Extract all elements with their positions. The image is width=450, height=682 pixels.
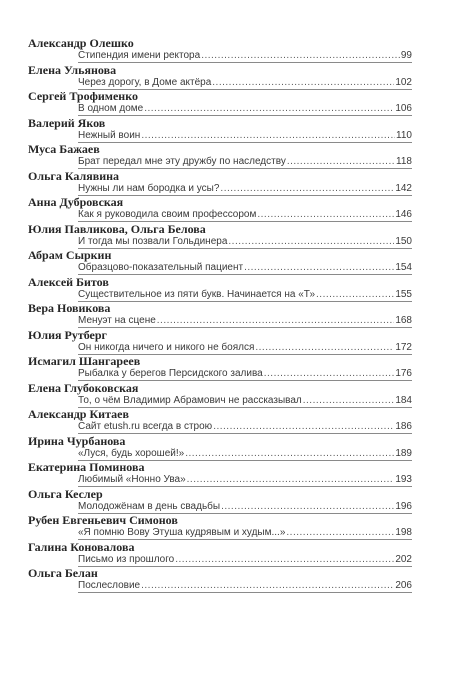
toc-entry — [28, 36, 412, 63]
toc-entry — [28, 63, 412, 90]
entry-title-row — [78, 289, 412, 302]
entry-page-number: 172 — [395, 341, 412, 353]
entry-title: Письмо из прошлого — [78, 553, 175, 565]
entry-author: Ольга Белан — [28, 566, 98, 580]
entry-author: Ольга Калявина — [28, 168, 120, 183]
entry-page-number: 102 — [395, 76, 412, 88]
entry-author: Александр Китаев — [28, 407, 129, 421]
entry-page-number: 142 — [395, 182, 412, 194]
entry-author: Юлия Павликова, Ольга Белова — [28, 221, 206, 236]
entry-title: Образцово-показательный пациент — [78, 262, 244, 273]
entry-title: «Я помню Вову Этуша кудрявым и худым...» — [78, 527, 286, 538]
entry-title: Послесловие — [78, 580, 141, 591]
dot-leader — [228, 236, 394, 248]
entry-title: Сайт etush.ru всегда в строю — [78, 421, 213, 432]
entry-title: Через дорогу, в Доме актёра — [78, 76, 212, 88]
dot-leader — [144, 103, 394, 115]
toc-entry — [28, 434, 412, 461]
toc-entry — [28, 248, 412, 275]
dot-leader — [187, 474, 395, 486]
toc-entry — [28, 354, 412, 381]
entry-page-number: 99 — [400, 50, 412, 61]
toc-entry — [28, 195, 412, 222]
entry-author: Юлия Рутберг — [28, 327, 108, 342]
toc-entry — [28, 301, 412, 328]
entry-title-row — [78, 130, 412, 143]
entry-title: Рыбалка у берегов Персидского залива — [78, 368, 263, 379]
entry-title-row — [78, 342, 412, 355]
entry-author: Елена Глубоковская — [28, 380, 139, 395]
toc-entry — [28, 89, 412, 116]
entry-page-number: 198 — [395, 527, 412, 538]
entry-page-number: 206 — [395, 580, 412, 591]
dot-leader — [287, 156, 395, 168]
entry-page-number: 189 — [395, 447, 412, 459]
entry-author: Елена Ульянова — [28, 62, 117, 77]
entry-author: Александр Олешко — [28, 36, 134, 50]
table-of-contents — [28, 36, 412, 593]
entry-title-row — [78, 501, 412, 514]
dot-leader — [175, 554, 394, 566]
dot-leader — [255, 342, 394, 354]
entry-title: Стипендия имени ректора — [78, 50, 201, 61]
entry-page-number: 146 — [395, 209, 412, 220]
entry-title: Нежный воин — [78, 129, 141, 141]
entry-page-number: 176 — [395, 368, 412, 379]
toc-entry — [28, 407, 412, 434]
entry-page-number: 196 — [395, 500, 412, 512]
dot-leader — [316, 289, 394, 301]
dot-leader — [244, 262, 394, 274]
entry-title-row — [78, 554, 412, 567]
dot-leader — [185, 448, 394, 460]
toc-entry — [28, 328, 412, 355]
entry-title-row — [78, 474, 412, 487]
entry-title: Существительное из пяти букв. Начинается на «Т» — [78, 288, 316, 300]
entry-title: В одном доме — [78, 103, 144, 114]
entry-page-number: 155 — [395, 288, 412, 300]
entry-page-number: 168 — [395, 315, 412, 326]
entry-title: Менуэт на сцене — [78, 315, 156, 326]
entry-author: Ольга Кеслер — [28, 486, 103, 501]
dot-leader — [141, 130, 395, 142]
toc-entry — [28, 566, 412, 593]
entry-author: Вера Новикова — [28, 301, 111, 315]
dot-leader — [264, 368, 395, 380]
entry-title-row — [78, 315, 412, 328]
entry-author: Галина Коновалова — [28, 539, 135, 554]
dot-leader — [141, 580, 394, 592]
dot-leader — [157, 315, 395, 327]
toc-entry — [28, 487, 412, 514]
entry-page-number: 186 — [395, 421, 412, 432]
dot-leader — [303, 395, 395, 407]
entry-author: Абрам Сыркин — [28, 248, 112, 262]
dot-leader — [257, 209, 394, 221]
entry-page-number: 202 — [395, 553, 412, 565]
toc-entry — [28, 513, 412, 540]
entry-title-row — [78, 262, 412, 275]
toc-entry — [28, 275, 412, 302]
entry-title-row — [78, 209, 412, 222]
toc-entry — [28, 540, 412, 567]
entry-author: Исмагил Шангареев — [28, 354, 141, 368]
entry-page-number: 118 — [396, 156, 412, 167]
entry-page-number: 154 — [395, 262, 412, 273]
entry-title-row — [78, 50, 412, 63]
entry-author: Анна Дубровская — [28, 195, 124, 209]
dot-leader — [213, 421, 394, 433]
entry-author: Ирина Чурбанова — [28, 433, 126, 448]
entry-title-row — [78, 448, 412, 461]
entry-title: Как я руководила своим профессором — [78, 209, 257, 220]
dot-leader — [220, 183, 394, 195]
entry-title: И тогда мы позвали Гольдинера — [78, 235, 228, 247]
entry-title: Брат передал мне эту дружбу по наследству — [78, 156, 286, 167]
entry-title: Нужны ли нам бородка и усы? — [78, 182, 220, 194]
entry-page-number: 150 — [395, 235, 412, 247]
toc-entry — [28, 142, 412, 169]
entry-title-row — [78, 183, 412, 196]
dot-leader — [212, 77, 394, 89]
toc-entry — [28, 222, 412, 249]
entry-author: Алексей Битов — [28, 274, 109, 289]
dot-leader — [286, 527, 394, 539]
entry-page-number: 110 — [396, 129, 412, 141]
entry-title-row — [78, 395, 412, 408]
toc-entry — [28, 460, 412, 487]
dot-leader — [201, 50, 400, 62]
entry-author: Валерий Яков — [28, 115, 106, 130]
entry-page-number: 184 — [395, 394, 412, 406]
entry-title-row — [78, 236, 412, 249]
entry-page-number: 106 — [395, 103, 412, 114]
entry-page-number: 193 — [395, 474, 412, 485]
toc-entry — [28, 381, 412, 408]
entry-author: Муса Бажаев — [28, 142, 100, 156]
entry-author: Сергей Трофименко — [28, 89, 138, 103]
entry-author: Екатерина Поминова — [28, 460, 145, 474]
entry-title-row — [78, 156, 412, 169]
entry-title: Любимый «Нонно Ува» — [78, 474, 186, 485]
entry-title: Он никогда ничего и никого не боялся — [78, 341, 255, 353]
entry-title-row — [78, 368, 412, 381]
dot-leader — [221, 501, 394, 513]
entry-title: «Луся, будь хорошей!» — [78, 447, 185, 459]
entry-title: Молодожёнам в день свадьбы — [78, 500, 221, 512]
entry-author: Рубен Евгеньевич Симонов — [28, 513, 178, 527]
entry-title: То, о чём Владимир Абрамович не рассказывал — [78, 394, 302, 406]
toc-entry — [28, 169, 412, 196]
entry-title-row — [78, 527, 412, 540]
entry-title-row — [78, 421, 412, 434]
toc-entry — [28, 116, 412, 143]
entry-title-row — [78, 580, 412, 593]
entry-title-row — [78, 77, 412, 90]
entry-title-row — [78, 103, 412, 116]
